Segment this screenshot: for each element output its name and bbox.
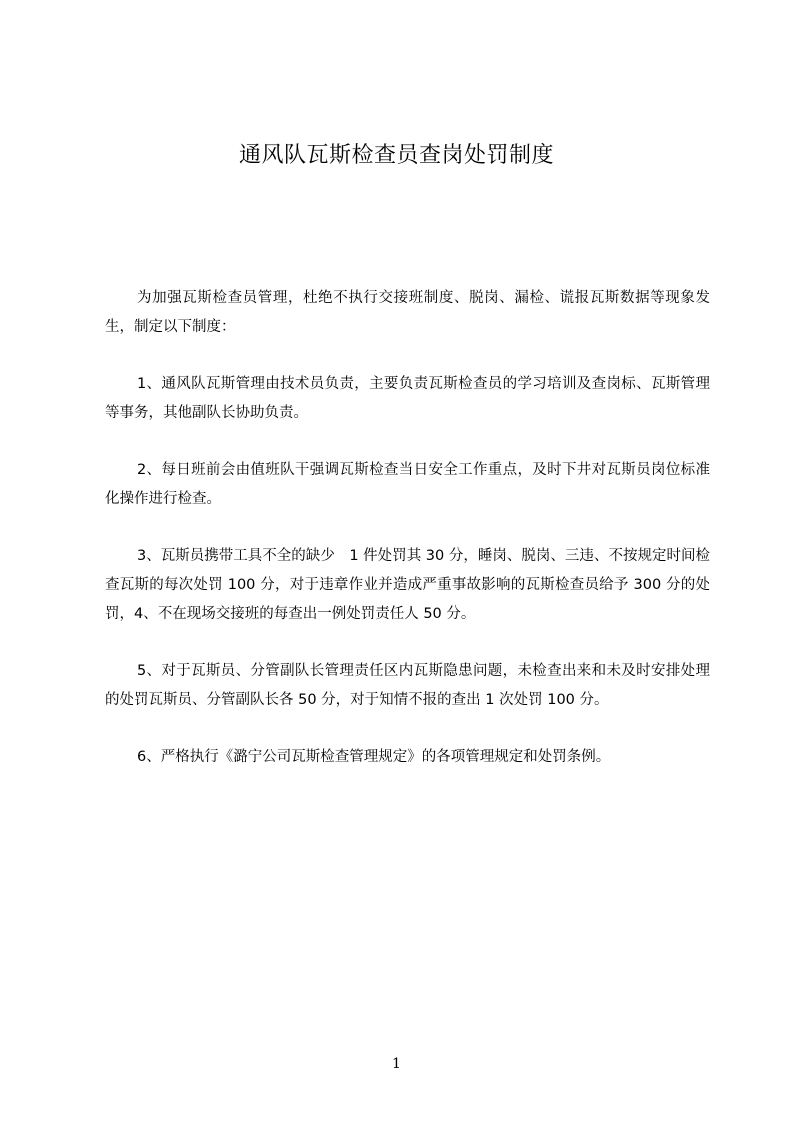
page-number: 1 — [392, 1056, 401, 1072]
paragraph-item-6: 6、严格执行《潞宁公司瓦斯检查管理规定》的各项管理规定和处罚条例。 — [137, 749, 611, 765]
paragraph-intro: 为加强瓦斯检查员管理，杜绝不执行交接班制度、脱岗、漏检、谎报瓦斯数据等现象发生，制定以下制度： — [105, 290, 710, 335]
paragraph-item-3: 3、瓦斯员携带工具不全的缺少 1 件处罚其 30 分，睡岗、脱岗、三违、不按规定时间检查瓦斯的每次处罚 100 分，对于违章作业并造成严重事故影响的瓦斯检查员给予 300 分的处罚，4、不在现场交接班的每查出一例处罚责任人 50 分。 — [105, 548, 710, 622]
paragraph-item-2: 2、每日班前会由值班队干强调瓦斯检查当日安全工作重点，及时下井对瓦斯员岗位标准化操作进行检查。 — [105, 462, 710, 507]
document-title: 通风队瓦斯检查员查岗处罚制度 — [238, 143, 554, 168]
paragraph-item-5: 5、对于瓦斯员、分管副队长管理责任区内瓦斯隐患问题，未检查出来和未及时安排处理的处罚瓦斯员、分管副队长各 50 分，对于知情不报的查出 1 次处罚 100 分。 — [105, 663, 710, 708]
document-body — [105, 284, 710, 800]
paragraph-item-1: 1、通风队瓦斯管理由技术员负责，主要负责瓦斯检查员的学习培训及查岗标、瓦斯管理等事务，其他副队长协助负责。 — [105, 376, 710, 421]
